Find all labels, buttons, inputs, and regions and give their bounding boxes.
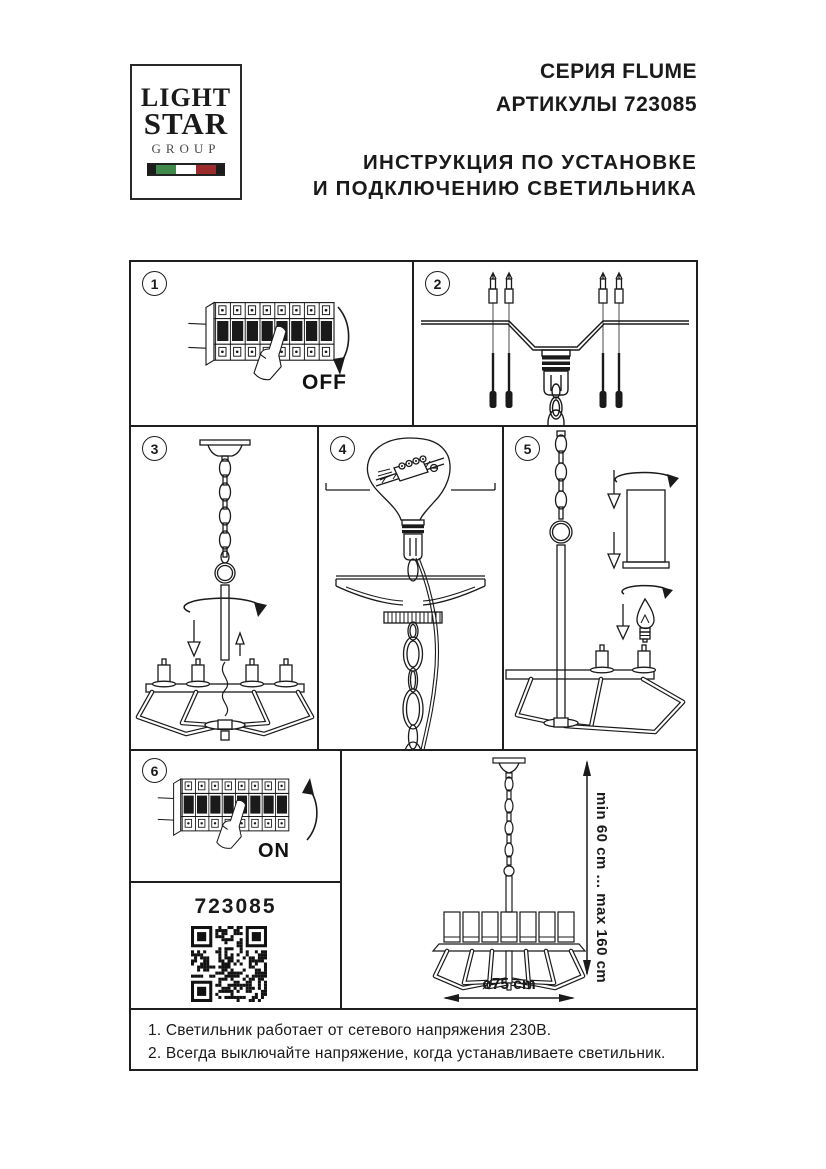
note-2: 2. Всегда выключайте напряжение, когда устанавливаете светильник. [148,1044,666,1062]
dimensions-drawing [341,750,697,1009]
step-number-badge: 6 [142,758,167,783]
series-title: СЕРИЯ FLUME [539,60,697,83]
step-number-badge: 4 [330,436,355,461]
flag-black-right [216,165,225,174]
chandelier-hanging-drawing [130,426,318,750]
header [280,60,697,202]
logo-group: GROUP [151,141,221,156]
logo-star: STAR [143,106,229,141]
instruction-title [280,150,697,202]
breaker-off-drawing [130,261,413,426]
flag-black-left [147,165,156,174]
step-number-badge: 5 [515,436,540,461]
step-number-badge: 2 [425,271,450,296]
notes-panel [130,1009,697,1070]
instruction-title-line1: ИНСТРУКЦИЯ ПО УСТАНОВКЕ [363,151,697,174]
step-panel-1 [130,261,413,426]
wiring-detail-drawing [318,426,503,750]
qr-code [191,926,267,1002]
step-panel-5 [503,426,697,750]
italian-flag-stripe [147,163,225,176]
step-number-badge: 1 [142,271,167,296]
flag-green [156,165,176,174]
note-1: 1. Светильник работает от сетевого напряжения 230В. [148,1022,552,1039]
shade-bulb-assembly-drawing [503,426,697,750]
step-panel-2 [413,261,697,426]
off-label: OFF [302,371,347,394]
logo-light: LIGHT [140,83,232,112]
diameter-label: ø75 cm [482,976,536,993]
flag-red [196,165,216,174]
qr-panel [130,882,341,1009]
breaker-on-drawing [130,750,341,882]
flag-white [176,165,196,174]
instruction-title-line2: И ПОДКЛЮЧЕНИЮ СВЕТИЛЬНИКА [312,177,697,200]
step-number-badge: 3 [142,436,167,461]
article-number: 723085 [194,895,277,918]
lightstar-logo [130,64,242,200]
height-range-label: min 60 cm ... max 160 cm [593,792,610,984]
step-panel-4 [318,426,503,750]
on-label: ON [258,840,290,862]
step-panel-6 [130,750,341,882]
dimensions-panel [341,750,697,1009]
article-number-title: АРТИКУЛЫ 723085 [495,93,697,116]
step-panel-3 [130,426,318,750]
mounting-bracket-drawing [413,261,697,426]
